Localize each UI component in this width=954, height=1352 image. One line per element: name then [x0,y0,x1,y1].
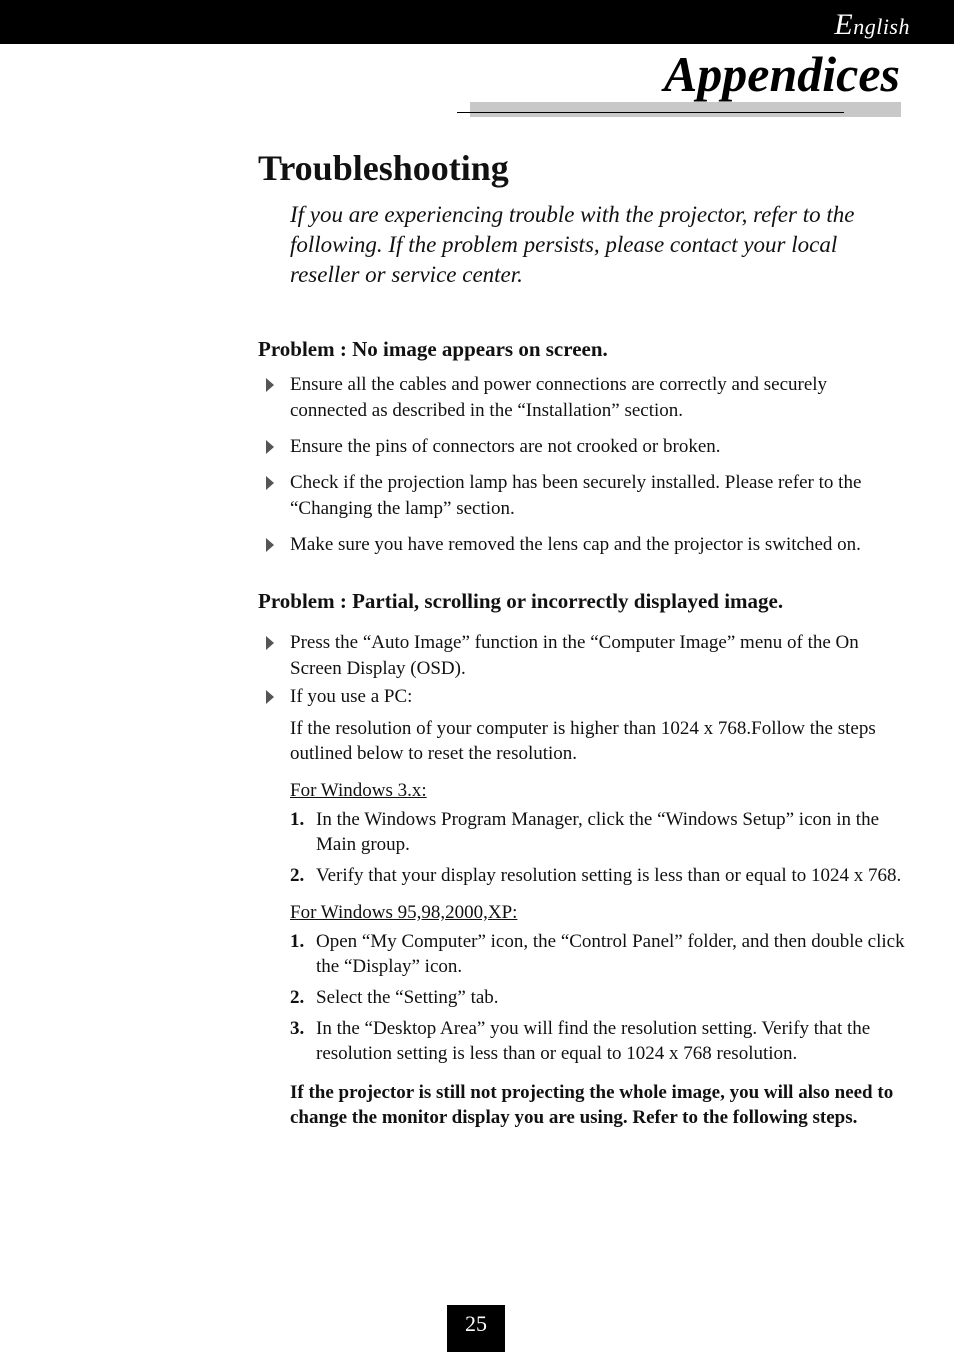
list-item-text: Check if the projection lamp has been securely installed. Please refer to the “Changing the lamp” section. [290,472,862,519]
page-content [258,140,908,1140]
step-number: 3. [290,1018,305,1039]
pc-instructions [290,716,908,1130]
step-item [290,929,908,979]
step-item [290,985,908,1010]
problem-2-heading: Problem : Partial, scrolling or incorrectly displayed image. [258,589,784,613]
step-text: In the “Desktop Area” you will find the resolution setting. Verify that the resolution setting is less than or equal to 1024 x 768 resolution. [316,1018,871,1064]
bullet-arrow-icon [266,378,274,392]
page-number: 25 [447,1305,505,1352]
problem-1-list [258,372,908,558]
section-title: Appendices [663,46,900,102]
step-item [290,863,908,888]
list-item [258,630,908,682]
list-item-text: Press the “Auto Image” function in the “Computer Image” menu of the On Screen Display (OSD). [290,632,859,679]
list-item-text: Ensure the pins of connectors are not crooked or broken. [290,436,721,457]
title-underline-rule [457,112,844,113]
language-rest: nglish [853,14,910,39]
troubleshooting-heading: Troubleshooting [258,148,509,188]
list-item [258,372,908,424]
final-note: If the projector is still not projecting the whole image, you will also need to change the monitor display you are using. Refer to the following steps. [290,1082,894,1128]
step-text: Open “My Computer” icon, the “Control Panel” folder, and then double click the “Display” icon. [316,931,905,977]
bullet-arrow-icon [266,476,274,490]
step-text: Select the “Setting” tab. [316,987,499,1008]
language-initial: E [834,8,854,41]
list-item-text: Ensure all the cables and power connections are correctly and securely connected as described in the “Installation” section. [290,374,828,421]
step-number: 1. [290,809,305,830]
list-item-text: Make sure you have removed the lens cap and the projector is switched on. [290,534,861,555]
windows-95-heading: For Windows 95,98,2000,XP: [290,902,518,923]
list-item [258,532,908,558]
problem-2-list [258,630,908,710]
language-label [834,8,910,42]
list-item [258,470,908,522]
step-number: 2. [290,987,305,1008]
title-underline-gray [470,102,901,117]
step-number: 2. [290,865,305,886]
list-item [258,684,908,710]
windows-95-steps [290,929,908,1066]
list-item-text: If you use a PC: [290,686,413,707]
step-text: In the Windows Program Manager, click the “Windows Setup” icon in the Main group. [316,809,880,855]
step-number: 1. [290,931,305,952]
step-item [290,807,908,857]
header-bar [0,0,954,44]
troubleshooting-intro: If you are experiencing trouble with the projector, refer to the following. If the problem persists, please contact your local reseller or service center. [290,202,855,287]
bullet-arrow-icon [266,636,274,650]
problem-1-heading: Problem : No image appears on screen. [258,337,608,361]
windows-3x-heading: For Windows 3.x: [290,780,427,801]
bullet-arrow-icon [266,690,274,704]
step-item [290,1016,908,1066]
step-text: Verify that your display resolution setting is less than or equal to 1024 x 768. [316,865,902,886]
pc-note: If the resolution of your computer is higher than 1024 x 768.Follow the steps outlined below to reset the resolution. [290,718,876,764]
list-item [258,434,908,460]
windows-3x-steps [290,807,908,888]
bullet-arrow-icon [266,538,274,552]
bullet-arrow-icon [266,440,274,454]
